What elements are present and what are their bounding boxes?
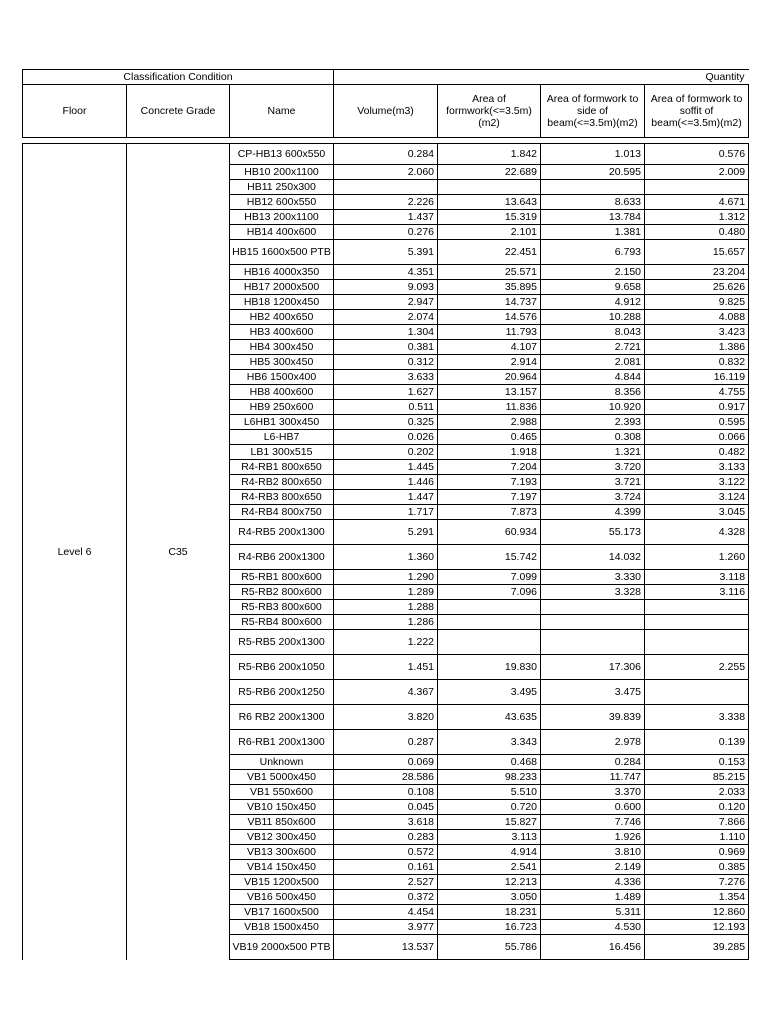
soffit-cell: 2.009 xyxy=(645,165,749,180)
soffit-cell: 0.139 xyxy=(645,730,749,755)
side-cell xyxy=(541,615,645,630)
name-cell: R6-RB1 200x1300 xyxy=(230,730,334,755)
soffit-cell: 0.969 xyxy=(645,845,749,860)
volume-cell: 2.527 xyxy=(334,875,438,890)
name-cell: HB6 1500x400 xyxy=(230,370,334,385)
area-cell: 11.793 xyxy=(438,325,541,340)
area-cell: 98.233 xyxy=(438,770,541,785)
area-cell: 7.197 xyxy=(438,490,541,505)
volume-cell: 0.511 xyxy=(334,400,438,415)
name-cell: HB8 400x600 xyxy=(230,385,334,400)
area-cell: 19.830 xyxy=(438,655,541,680)
side-cell: 2.978 xyxy=(541,730,645,755)
area-cell: 3.343 xyxy=(438,730,541,755)
volume-column-header: Volume(m3) xyxy=(334,85,438,138)
volume-cell: 28.586 xyxy=(334,770,438,785)
soffit-cell: 4.088 xyxy=(645,310,749,325)
soffit-cell: 0.917 xyxy=(645,400,749,415)
name-cell: HB12 600x550 xyxy=(230,195,334,210)
grade-cell: C35 xyxy=(127,144,230,960)
header-row-group xyxy=(23,70,749,85)
name-cell: L6-HB7 xyxy=(230,430,334,445)
area-cell: 16.723 xyxy=(438,920,541,935)
volume-cell: 0.287 xyxy=(334,730,438,755)
area-cell: 0.720 xyxy=(438,800,541,815)
soffit-cell: 2.255 xyxy=(645,655,749,680)
area-cell: 20.964 xyxy=(438,370,541,385)
side-cell: 4.336 xyxy=(541,875,645,890)
side-cell: 5.311 xyxy=(541,905,645,920)
name-cell: HB15 1600x500 PTB xyxy=(230,240,334,265)
side-cell xyxy=(541,180,645,195)
classification-header: Classification Condition xyxy=(23,70,334,85)
name-cell: VB11 850x600 xyxy=(230,815,334,830)
volume-cell: 0.069 xyxy=(334,755,438,770)
side-cell: 3.720 xyxy=(541,460,645,475)
header-row-columns xyxy=(23,85,749,138)
soffit-cell: 0.385 xyxy=(645,860,749,875)
volume-cell: 0.161 xyxy=(334,860,438,875)
side-cell: 13.784 xyxy=(541,210,645,225)
volume-cell: 13.537 xyxy=(334,935,438,960)
soffit-cell: 1.260 xyxy=(645,545,749,570)
volume-cell: 1.446 xyxy=(334,475,438,490)
area-cell: 2.101 xyxy=(438,225,541,240)
side-cell: 3.330 xyxy=(541,570,645,585)
area-cell: 7.099 xyxy=(438,570,541,585)
volume-cell xyxy=(334,180,438,195)
area-cell: 0.465 xyxy=(438,430,541,445)
soffit-cell: 9.825 xyxy=(645,295,749,310)
name-cell: R4-RB5 200x1300 xyxy=(230,520,334,545)
name-cell: VB12 300x450 xyxy=(230,830,334,845)
floor-column-header: Floor xyxy=(23,85,127,138)
area-cell: 14.576 xyxy=(438,310,541,325)
side-cell: 39.839 xyxy=(541,705,645,730)
side-cell: 3.328 xyxy=(541,585,645,600)
volume-cell: 2.060 xyxy=(334,165,438,180)
grade-column-header: Concrete Grade xyxy=(127,85,230,138)
volume-cell: 0.325 xyxy=(334,415,438,430)
soffit-cell: 85.215 xyxy=(645,770,749,785)
quantity-sheet xyxy=(22,69,748,960)
name-cell: VB1 5000x450 xyxy=(230,770,334,785)
side-cell: 3.810 xyxy=(541,845,645,860)
area-column-header: Area of formwork(<=3.5m)(m2) xyxy=(438,85,541,138)
volume-cell: 1.437 xyxy=(334,210,438,225)
volume-cell: 1.289 xyxy=(334,585,438,600)
side-cell: 20.595 xyxy=(541,165,645,180)
side-cell: 9.658 xyxy=(541,280,645,295)
area-cell: 7.193 xyxy=(438,475,541,490)
area-cell: 18.231 xyxy=(438,905,541,920)
name-column-header: Name xyxy=(230,85,334,138)
volume-cell: 0.202 xyxy=(334,445,438,460)
volume-cell: 1.290 xyxy=(334,570,438,585)
name-cell: VB16 500x450 xyxy=(230,890,334,905)
soffit-cell: 7.276 xyxy=(645,875,749,890)
name-cell: Unknown xyxy=(230,755,334,770)
name-cell: VB13 300x600 xyxy=(230,845,334,860)
name-cell: VB15 1200x500 xyxy=(230,875,334,890)
name-cell: VB10 150x450 xyxy=(230,800,334,815)
soffit-cell: 0.066 xyxy=(645,430,749,445)
side-cell: 2.393 xyxy=(541,415,645,430)
volume-cell: 3.633 xyxy=(334,370,438,385)
soffit-cell: 16.119 xyxy=(645,370,749,385)
name-cell: R5-RB4 800x600 xyxy=(230,615,334,630)
area-cell: 0.468 xyxy=(438,755,541,770)
volume-cell: 4.367 xyxy=(334,680,438,705)
area-cell: 7.873 xyxy=(438,505,541,520)
side-cell: 3.475 xyxy=(541,680,645,705)
area-cell: 15.742 xyxy=(438,545,541,570)
area-cell: 43.635 xyxy=(438,705,541,730)
side-cell: 10.288 xyxy=(541,310,645,325)
soffit-cell: 2.033 xyxy=(645,785,749,800)
volume-cell: 1.627 xyxy=(334,385,438,400)
soffit-cell: 12.860 xyxy=(645,905,749,920)
volume-cell: 1.451 xyxy=(334,655,438,680)
name-cell: VB14 150x450 xyxy=(230,860,334,875)
side-cell: 4.912 xyxy=(541,295,645,310)
name-cell: R5-RB3 800x600 xyxy=(230,600,334,615)
area-cell: 15.827 xyxy=(438,815,541,830)
side-cell: 2.081 xyxy=(541,355,645,370)
name-cell: R4-RB6 200x1300 xyxy=(230,545,334,570)
side-cell: 1.381 xyxy=(541,225,645,240)
name-cell: R5-RB6 200x1250 xyxy=(230,680,334,705)
name-cell: HB9 250x600 xyxy=(230,400,334,415)
soffit-cell: 1.312 xyxy=(645,210,749,225)
soffit-cell xyxy=(645,600,749,615)
volume-cell: 1.222 xyxy=(334,630,438,655)
soffit-cell xyxy=(645,180,749,195)
soffit-cell xyxy=(645,680,749,705)
name-cell: HB16 4000x350 xyxy=(230,265,334,280)
volume-cell: 0.372 xyxy=(334,890,438,905)
area-cell: 22.689 xyxy=(438,165,541,180)
name-cell: HB5 300x450 xyxy=(230,355,334,370)
area-cell: 25.571 xyxy=(438,265,541,280)
name-cell: R4-RB4 800x750 xyxy=(230,505,334,520)
soffit-cell: 3.338 xyxy=(645,705,749,730)
volume-cell: 1.447 xyxy=(334,490,438,505)
side-cell: 6.793 xyxy=(541,240,645,265)
volume-cell: 1.288 xyxy=(334,600,438,615)
name-cell: HB10 200x1100 xyxy=(230,165,334,180)
volume-cell: 2.074 xyxy=(334,310,438,325)
volume-cell: 1.286 xyxy=(334,615,438,630)
side-cell: 4.844 xyxy=(541,370,645,385)
area-cell: 3.495 xyxy=(438,680,541,705)
name-cell: VB17 1600x500 xyxy=(230,905,334,920)
name-cell: L6HB1 300x450 xyxy=(230,415,334,430)
area-cell: 3.050 xyxy=(438,890,541,905)
name-cell: LB1 300x515 xyxy=(230,445,334,460)
area-cell: 4.107 xyxy=(438,340,541,355)
name-cell: R6 RB2 200x1300 xyxy=(230,705,334,730)
side-cell: 0.284 xyxy=(541,755,645,770)
name-cell: CP-HB13 600x550 xyxy=(230,144,334,165)
volume-cell: 4.454 xyxy=(334,905,438,920)
side-cell: 1.321 xyxy=(541,445,645,460)
soffit-cell: 3.133 xyxy=(645,460,749,475)
volume-cell: 3.977 xyxy=(334,920,438,935)
area-cell: 5.510 xyxy=(438,785,541,800)
soffit-cell: 3.116 xyxy=(645,585,749,600)
soffit-column-header: Area of formwork to soffit of beam(<=3.5m)(m2) xyxy=(645,85,749,138)
area-cell: 12.213 xyxy=(438,875,541,890)
soffit-cell: 1.386 xyxy=(645,340,749,355)
volume-cell: 0.045 xyxy=(334,800,438,815)
volume-cell: 9.093 xyxy=(334,280,438,295)
soffit-cell: 0.576 xyxy=(645,144,749,165)
side-cell: 2.150 xyxy=(541,265,645,280)
area-cell: 13.157 xyxy=(438,385,541,400)
area-cell: 2.914 xyxy=(438,355,541,370)
side-cell: 8.043 xyxy=(541,325,645,340)
area-cell: 7.204 xyxy=(438,460,541,475)
table-row xyxy=(23,144,749,165)
name-cell: HB4 300x450 xyxy=(230,340,334,355)
soffit-cell: 4.755 xyxy=(645,385,749,400)
side-cell: 4.530 xyxy=(541,920,645,935)
side-cell: 1.926 xyxy=(541,830,645,845)
side-cell: 1.489 xyxy=(541,890,645,905)
area-cell: 55.786 xyxy=(438,935,541,960)
volume-cell: 0.284 xyxy=(334,144,438,165)
side-cell: 3.724 xyxy=(541,490,645,505)
volume-cell: 3.820 xyxy=(334,705,438,730)
volume-cell: 1.360 xyxy=(334,545,438,570)
name-cell: R5-RB2 800x600 xyxy=(230,585,334,600)
side-cell: 2.149 xyxy=(541,860,645,875)
quantity-table xyxy=(22,69,749,960)
soffit-cell: 3.045 xyxy=(645,505,749,520)
volume-cell: 1.304 xyxy=(334,325,438,340)
volume-cell: 2.947 xyxy=(334,295,438,310)
area-cell: 15.319 xyxy=(438,210,541,225)
name-cell: HB17 2000x500 xyxy=(230,280,334,295)
side-cell: 55.173 xyxy=(541,520,645,545)
soffit-cell: 3.122 xyxy=(645,475,749,490)
soffit-cell: 0.480 xyxy=(645,225,749,240)
soffit-cell: 0.482 xyxy=(645,445,749,460)
area-cell: 4.914 xyxy=(438,845,541,860)
area-cell xyxy=(438,180,541,195)
soffit-cell: 7.866 xyxy=(645,815,749,830)
area-cell: 1.842 xyxy=(438,144,541,165)
volume-cell: 0.312 xyxy=(334,355,438,370)
side-cell: 14.032 xyxy=(541,545,645,570)
volume-cell: 2.226 xyxy=(334,195,438,210)
soffit-cell xyxy=(645,615,749,630)
area-cell: 7.096 xyxy=(438,585,541,600)
volume-cell: 0.276 xyxy=(334,225,438,240)
soffit-cell: 0.595 xyxy=(645,415,749,430)
soffit-cell: 3.118 xyxy=(645,570,749,585)
name-cell: HB14 400x600 xyxy=(230,225,334,240)
area-cell: 13.643 xyxy=(438,195,541,210)
soffit-cell: 1.354 xyxy=(645,890,749,905)
name-cell: HB11 250x300 xyxy=(230,180,334,195)
area-cell: 14.737 xyxy=(438,295,541,310)
soffit-cell: 39.285 xyxy=(645,935,749,960)
area-cell: 3.113 xyxy=(438,830,541,845)
name-cell: HB3 400x600 xyxy=(230,325,334,340)
volume-cell: 0.026 xyxy=(334,430,438,445)
side-cell: 1.013 xyxy=(541,144,645,165)
volume-cell: 5.291 xyxy=(334,520,438,545)
side-column-header: Area of formwork to side of beam(<=3.5m)(m2) xyxy=(541,85,645,138)
volume-cell: 0.572 xyxy=(334,845,438,860)
volume-cell: 5.391 xyxy=(334,240,438,265)
side-cell: 0.308 xyxy=(541,430,645,445)
name-cell: VB1 550x600 xyxy=(230,785,334,800)
name-cell: VB19 2000x500 PTB xyxy=(230,935,334,960)
area-cell xyxy=(438,615,541,630)
volume-cell: 0.381 xyxy=(334,340,438,355)
soffit-cell: 15.657 xyxy=(645,240,749,265)
soffit-cell: 0.832 xyxy=(645,355,749,370)
side-cell: 7.746 xyxy=(541,815,645,830)
side-cell: 3.721 xyxy=(541,475,645,490)
soffit-cell: 3.423 xyxy=(645,325,749,340)
area-cell: 1.918 xyxy=(438,445,541,460)
side-cell xyxy=(541,600,645,615)
side-cell: 8.633 xyxy=(541,195,645,210)
side-cell: 11.747 xyxy=(541,770,645,785)
side-cell: 8.356 xyxy=(541,385,645,400)
soffit-cell: 25.626 xyxy=(645,280,749,295)
side-cell: 4.399 xyxy=(541,505,645,520)
area-cell xyxy=(438,630,541,655)
name-cell: R5-RB6 200x1050 xyxy=(230,655,334,680)
name-cell: HB2 400x650 xyxy=(230,310,334,325)
area-cell: 11.836 xyxy=(438,400,541,415)
soffit-cell xyxy=(645,630,749,655)
soffit-cell: 4.671 xyxy=(645,195,749,210)
floor-cell: Level 6 xyxy=(23,144,127,960)
soffit-cell: 0.120 xyxy=(645,800,749,815)
side-cell: 3.370 xyxy=(541,785,645,800)
name-cell: R5-RB1 800x600 xyxy=(230,570,334,585)
volume-cell: 1.717 xyxy=(334,505,438,520)
name-cell: HB18 1200x450 xyxy=(230,295,334,310)
side-cell: 17.306 xyxy=(541,655,645,680)
volume-cell: 3.618 xyxy=(334,815,438,830)
volume-cell: 0.283 xyxy=(334,830,438,845)
area-cell: 35.895 xyxy=(438,280,541,295)
soffit-cell: 0.153 xyxy=(645,755,749,770)
soffit-cell: 4.328 xyxy=(645,520,749,545)
soffit-cell: 23.204 xyxy=(645,265,749,280)
area-cell: 22.451 xyxy=(438,240,541,265)
area-cell xyxy=(438,600,541,615)
name-cell: HB13 200x1100 xyxy=(230,210,334,225)
soffit-cell: 12.193 xyxy=(645,920,749,935)
area-cell: 60.934 xyxy=(438,520,541,545)
side-cell: 2.721 xyxy=(541,340,645,355)
side-cell: 10.920 xyxy=(541,400,645,415)
name-cell: R5-RB5 200x1300 xyxy=(230,630,334,655)
name-cell: VB18 1500x450 xyxy=(230,920,334,935)
side-cell: 0.600 xyxy=(541,800,645,815)
volume-cell: 0.108 xyxy=(334,785,438,800)
name-cell: R4-RB2 800x650 xyxy=(230,475,334,490)
volume-cell: 4.351 xyxy=(334,265,438,280)
side-cell xyxy=(541,630,645,655)
quantity-header: Quantity xyxy=(334,70,749,85)
name-cell: R4-RB1 800x650 xyxy=(230,460,334,475)
volume-cell: 1.445 xyxy=(334,460,438,475)
side-cell: 16.456 xyxy=(541,935,645,960)
soffit-cell: 3.124 xyxy=(645,490,749,505)
area-cell: 2.541 xyxy=(438,860,541,875)
name-cell: R4-RB3 800x650 xyxy=(230,490,334,505)
soffit-cell: 1.110 xyxy=(645,830,749,845)
area-cell: 2.988 xyxy=(438,415,541,430)
